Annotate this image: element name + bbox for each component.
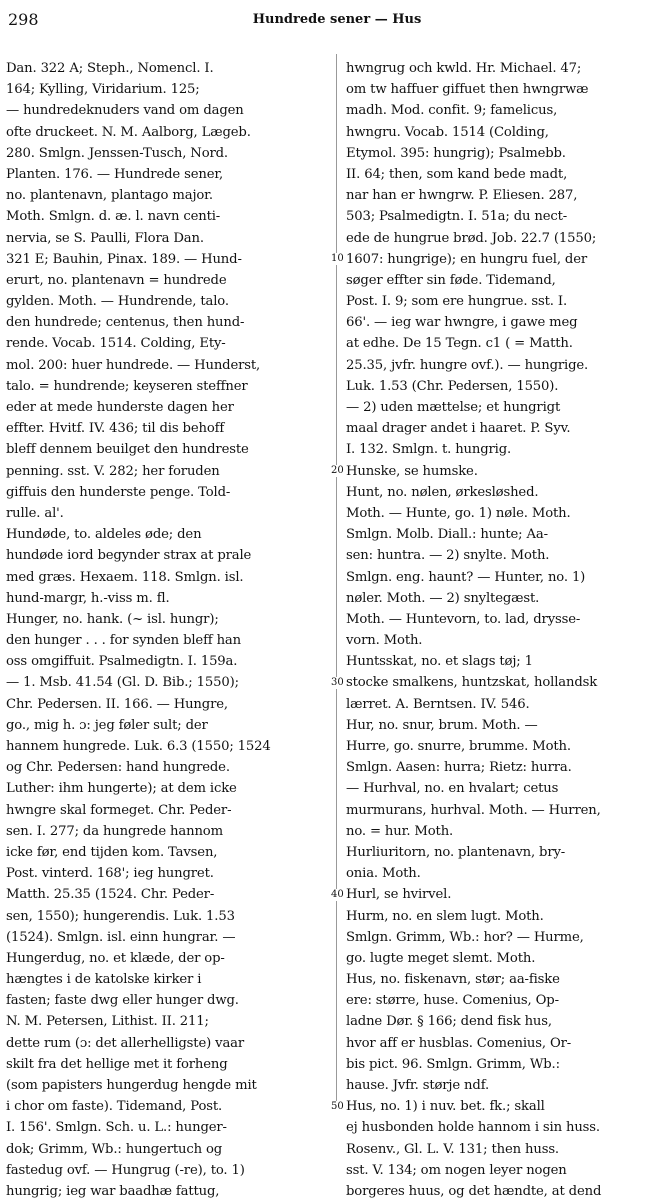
text-line: Hunske, se humske. [346, 463, 478, 479]
text-line: stocke smalkens, huntzskat, hollandsk [346, 675, 598, 691]
text-line: Matth. 25.35 (1524. Chr. Peder- [6, 887, 215, 903]
text-line: bleff dennem beuilget den hundreste [6, 442, 249, 458]
text-line: I. 156'. Smlgn. Sch. u. L.: hunger- [6, 1120, 227, 1136]
text-line: ej husbonden holde hannom i sin huss. [346, 1120, 600, 1136]
text-line: Rosenv., Gl. L. V. 131; then huss. [346, 1141, 559, 1157]
text-line: 164; Kylling, Viridarium. 125; [6, 82, 200, 98]
text-line: den hunger . . . for synden bleff han [6, 633, 241, 649]
text-line: giffuis den hunderste penge. Told- [6, 484, 231, 500]
text-line: søger effter sin føde. Tidemand, [346, 272, 556, 288]
text-line: Hus, no. 1) i nuv. bet. fk.; skall [346, 1099, 545, 1115]
text-line: Luther: ihm hungerte); at dem icke [6, 781, 237, 797]
text-line: hundøde iord begynder strax at prale [6, 548, 252, 564]
text-line: nar han er hwngrw. P. Eliesen. 287, [346, 188, 578, 204]
text-line: penning. sst. V. 282; her foruden [6, 463, 220, 479]
text-line: go., mig h. ɔ: jeg føler sult; der [6, 717, 208, 733]
text-line: Hus, no. fiskenavn, stør; aa-fiske [346, 972, 560, 988]
text-line: Hungerdug, no. et klæde, der op- [6, 950, 225, 966]
text-line: at edhe. De 15 Tegn. c1 ( = Matth. [346, 336, 573, 352]
text-line: skilt fra det hellige met it forheng [6, 1056, 228, 1072]
right-column [346, 58, 666, 1202]
text-line: Dan. 322 A; Steph., Nomencl. I. [6, 61, 214, 76]
text-line: hwngru. Vocab. 1514 (Colding, [346, 124, 549, 140]
left-column [6, 58, 326, 1202]
text-line: Planten. 176. — Hundrede sener, [6, 166, 224, 182]
text-line: Hunt, no. nølen, ørkesløshed. [346, 484, 539, 500]
text-line: Post. I. 9; som ere hungrue. sst. I. [346, 294, 567, 310]
text-line: Smlgn. eng. haunt? — Hunter, no. 1) [346, 569, 586, 585]
text-line: hwngrug och kwld. Hr. Michael. 47; [346, 61, 582, 76]
text-line: 66'. — ieg war hwngre, i gawe meg [346, 315, 578, 331]
text-line: 503; Psalmedigtn. I. 51a; du nect- [346, 209, 568, 225]
text-line: Moth. — Hunte, go. 1) nøle. Moth. [346, 505, 571, 521]
text-line: — 1. Msb. 41.54 (Gl. D. Bib.; 1550); [6, 675, 239, 691]
text-line: 321 E; Bauhin, Pinax. 189. — Hund- [6, 251, 242, 267]
text-line: Hurl, se hvirvel. [346, 887, 452, 903]
text-line: gylden. Moth. — Hundrende, talo. [6, 294, 229, 310]
text-line: talo. = hundrende; keyseren steffner [6, 378, 248, 394]
line-number: 50 [331, 1100, 344, 1112]
text-line: nøler. Moth. — 2) snyltegæst. [346, 590, 540, 606]
text-line: no. = hur. Moth. [346, 823, 454, 839]
text-line: Moth. — Huntevorn, to. lad, drysse- [346, 611, 581, 627]
text-line: Hur, no. snur, brum. Moth. — [346, 717, 538, 733]
text-line: Post. vinterd. 168'; ieg hungret. [6, 866, 214, 882]
text-line: med græs. Hexaem. 118. Smlgn. isl. [6, 569, 244, 585]
text-line: Hundøde, to. aldeles øde; den [6, 527, 202, 543]
text-line: hvor aff er husblas. Comenius, Or- [346, 1035, 572, 1051]
text-line: fasten; faste dwg eller hunger dwg. [6, 993, 239, 1009]
text-line: 25.35, jvfr. hungre ovf.). — hungrige. [346, 357, 589, 373]
text-line: den hundrede; centenus, then hund- [6, 315, 245, 331]
text-line: i chor om faste). Tidemand, Post. [6, 1099, 223, 1115]
text-line: ede de hungrue brød. Job. 22.7 (1550; [346, 230, 597, 246]
line-number: 40 [331, 888, 344, 900]
text-line: Smlgn. Molb. Diall.: hunte; Aa- [346, 527, 548, 543]
text-line: hund-margr, h.-viss m. fl. [6, 590, 170, 606]
text-line: — hundredeknuders vand om dagen [6, 103, 244, 119]
text-line: ladne Dør. § 166; dend fisk hus, [346, 1014, 552, 1030]
text-line: no. plantenavn, plantago major. [6, 188, 213, 204]
text-line: hængtes i de katolske kirker i [6, 972, 202, 988]
text-line: rulle. al'. [6, 505, 64, 521]
text-line: N. M. Petersen, Lithist. II. 211; [6, 1014, 209, 1030]
text-line: Hurre, go. snurre, brumme. Moth. [346, 739, 571, 754]
line-number: 30 [331, 676, 344, 688]
text-line: bis pict. 96. Smlgn. Grimm, Wb.: [346, 1056, 560, 1072]
text-line: — 2) uden mættelse; et hungrigt [346, 400, 561, 415]
page-header [8, 10, 666, 34]
text-line: dette rum (ɔ: det allerhelligste) vaar [6, 1035, 245, 1051]
text-line: eder at mede hunderste dagen her [6, 400, 234, 415]
text-line: oss omgiffuit. Psalmedigtn. I. 159a. [6, 654, 238, 670]
text-line: Smlgn. Grimm, Wb.: hor? — Hurme, [346, 929, 584, 945]
text-line: nervia, se S. Paulli, Flora Dan. [6, 230, 204, 246]
text-line: borgeres huus, og det hændte, at dend [346, 1183, 602, 1199]
text-line: Moth. Smlgn. d. æ. l. navn centi- [6, 209, 221, 225]
text-line: madh. Mod. confit. 9; famelicus, [346, 103, 558, 119]
text-line: ofte druckeet. N. M. Aalborg, Lægeb. [6, 124, 251, 140]
text-line: (1524). Smlgn. isl. einn hungrar. — [6, 929, 236, 945]
running-title: Hundrede sener — Hus [252, 12, 422, 27]
text-line: hause. Jvfr. størje ndf. [346, 1078, 489, 1093]
text-line: go. lugte meget slemt. Moth. [346, 950, 536, 966]
text-line: 280. Smlgn. Jenssen-Tusch, Nord. [6, 145, 228, 161]
text-line: Huntsskat, no. et slags tøj; 1 [346, 654, 533, 670]
text-line: effter. Hvitf. IV. 436; til dis behoff [6, 421, 225, 437]
text-line: mol. 200: huer hundrede. — Hunderst, [6, 357, 261, 373]
text-line: Chr. Pedersen. II. 166. — Hungre, [6, 696, 228, 712]
text-line: og Chr. Pedersen: hand hungrede. [6, 760, 230, 776]
text-line: hwngre skal formeget. Chr. Peder- [6, 802, 232, 818]
text-line: rende. Vocab. 1514. Colding, Ety- [6, 336, 226, 352]
line-number: 20 [331, 464, 344, 476]
line-number: 10 [331, 252, 344, 264]
column-divider [336, 54, 337, 1105]
page-number: 298 [8, 10, 39, 29]
text-line: II. 64; then, som kand bede madt, [346, 166, 568, 182]
text-line: hannem hungrede. Luk. 6.3 (1550; 1524 [6, 739, 271, 754]
text-line: fastedug ovf. — Hungrug (-re), to. 1) [6, 1162, 245, 1178]
text-line: Etymol. 395: hungrig); Psalmebb. [346, 145, 566, 161]
text-line: vorn. Moth. [346, 633, 423, 649]
text-line: murmurans, hurhval. Moth. — Hurren, [346, 802, 601, 818]
text-line: ere: større, huse. Comenius, Op- [346, 993, 559, 1009]
text-line: 1607: hungrige); en hungru fuel, der [346, 251, 587, 267]
text-line: (som papisters hungerdug hengde mit [6, 1078, 257, 1093]
text-line: Hurm, no. en slem lugt. Moth. [346, 908, 544, 924]
text-line: I. 132. Smlgn. t. hungrig. [346, 442, 512, 458]
text-line: sst. V. 134; om nogen leyer nogen [346, 1162, 567, 1178]
text-line: sen, 1550); hungerendis. Luk. 1.53 [6, 908, 235, 924]
text-line: Hurliuritorn, no. plantenavn, bry- [346, 844, 566, 860]
text-line: erurt, no. plantenavn = hundrede [6, 272, 227, 288]
text-line: lærret. A. Berntsen. IV. 546. [346, 696, 530, 712]
text-line: — Hurhval, no. en hvalart; cetus [346, 781, 559, 797]
text-line: icke før, end tijden kom. Tavsen, [6, 844, 218, 860]
text-line: hungrig; ieg war baadhæ fattug, [6, 1183, 220, 1199]
text-line: om tw haffuer giffuet then hwngrwæ [346, 82, 589, 98]
text-line: maal drager andet i haaret. P. Syv. [346, 421, 571, 437]
text-line: Hunger, no. hank. (~ isl. hungr); [6, 611, 219, 627]
text-line: sen: huntra. — 2) snylte. Moth. [346, 548, 550, 564]
text-line: sen. I. 277; da hungrede hannom [6, 823, 223, 839]
text-line: Luk. 1.53 (Chr. Pedersen, 1550). [346, 378, 559, 394]
text-line: Smlgn. Aasen: hurra; Rietz: hurra. [346, 760, 572, 776]
text-line: dok; Grimm, Wb.: hungertuch og [6, 1141, 223, 1157]
text-line: onia. Moth. [346, 866, 421, 882]
